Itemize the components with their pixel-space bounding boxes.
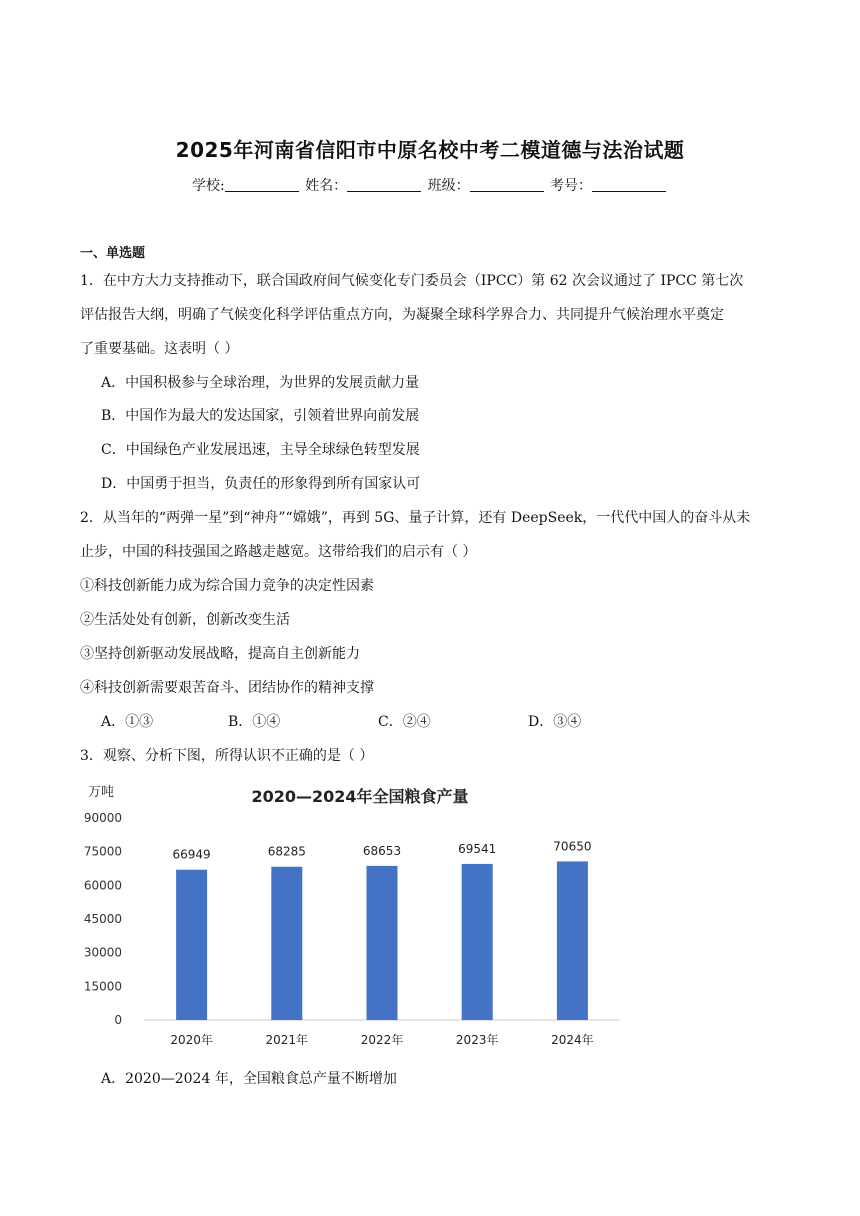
section-title: 一、单选题 [80,246,146,261]
y-tick-label: 45000 [83,912,122,926]
x-axis-ticks [170,1032,593,1047]
q2-option-d: D．③④ [528,714,582,730]
q1-stem-line-1: 1．在中方大力支持推动下，联合国政府间气候变化专门委员会（IPCC）第 62 次会议通过了 IPCC 第七次 [80,273,744,289]
class-blank [470,177,544,192]
q2-statement-3: ③坚持创新驱动发展战略，提高自主创新能力 [80,646,360,662]
q1-option-d: D．中国勇于担当，负责任的形象得到所有国家认可 [101,476,421,492]
y-tick-label: 75000 [83,844,122,859]
x-tick-label: 2021年 [265,1033,309,1047]
name-blank [347,177,421,192]
data-labels [173,839,592,861]
bar-2024年 [557,861,588,1020]
bar-2022年 [367,866,398,1020]
q3-option-a: A．2020—2024 年，全国粮食总产量不断增加 [101,1071,397,1087]
q2-statement-2: ②生活处处有创新，创新改变生活 [80,612,290,628]
q2-stem-line-1: 2．从当年的“两弹一星”到“神舟”“嫦娥”，再到 5G、量子计算，还有 DeepSeek，一代代中国人的奋斗从未 [80,510,751,526]
data-label: 68653 [362,843,402,858]
data-label: 68285 [267,844,306,859]
bar-series [176,861,588,1020]
q2-option-b: B．①④ [228,714,281,730]
exam-title: 2025年河南省信阳市中原名校中考二模道德与法治试题 [175,138,685,162]
student-info-row [0,175,860,195]
school-blank [225,177,299,192]
y-tick-label: 60000 [83,878,122,893]
grain-production-chart [80,778,640,1060]
class-label: 班级： [427,178,470,194]
bar-2021年 [271,867,302,1020]
q3-stem: 3．观察、分析下图，所得认识不正确的是（ ） [80,748,374,764]
q2-option-a: A．①③ [101,714,154,730]
name-label: 姓名： [305,178,348,194]
y-axis-unit-label: 万吨 [88,785,115,800]
q1-option-a: A．中国积极参与全球治理，为世界的发展贡献力量 [101,375,420,391]
x-tick-label: 2020年 [170,1033,213,1047]
data-label: 69541 [458,841,497,856]
y-tick-label: 30000 [83,945,122,960]
x-tick-label: 2023年 [455,1033,499,1047]
q2-stem-line-2: 止步，中国的科技强国之路越走越宽。这带给我们的启示有（ ） [80,544,477,560]
q1-option-c: C．中国绿色产业发展迅速，主导全球绿色转型发展 [101,442,420,458]
q2-option-c: C．②④ [378,714,431,730]
bar-2023年 [462,864,493,1020]
y-tick-label: 0 [114,1013,122,1027]
x-tick-label: 2022年 [360,1033,404,1047]
y-tick-label: 15000 [83,979,122,994]
exam-number-label: 考号： [550,178,593,194]
q2-statement-4: ④科技创新需要艰苦奋斗、团结协作的精神支撑 [80,680,374,696]
data-label: 70650 [553,839,592,854]
q1-option-b: B．中国作为最大的发达国家，引领着世界向前发展 [101,408,420,424]
q1-stem-line-3: 了重要基础。这表明（ ） [80,341,239,357]
exam-number-blank [592,177,666,192]
y-axis-ticks [84,811,122,1027]
data-label: 66949 [172,847,211,862]
y-tick-label: 90000 [83,811,122,825]
q2-statement-1: ①科技创新能力成为综合国力竞争的决定性因素 [80,578,374,594]
bar-2020年 [176,870,207,1020]
chart-title: 2020—2024年全国粮食产量 [251,787,469,806]
x-tick-label: 2024年 [551,1033,594,1047]
q1-stem-line-2: 评估报告大纲，明确了气候变化科学评估重点方向，为凝聚全球科学界合力、共同提升气候治理水平奠定 [80,307,724,323]
school-label: 学校: [191,178,225,194]
